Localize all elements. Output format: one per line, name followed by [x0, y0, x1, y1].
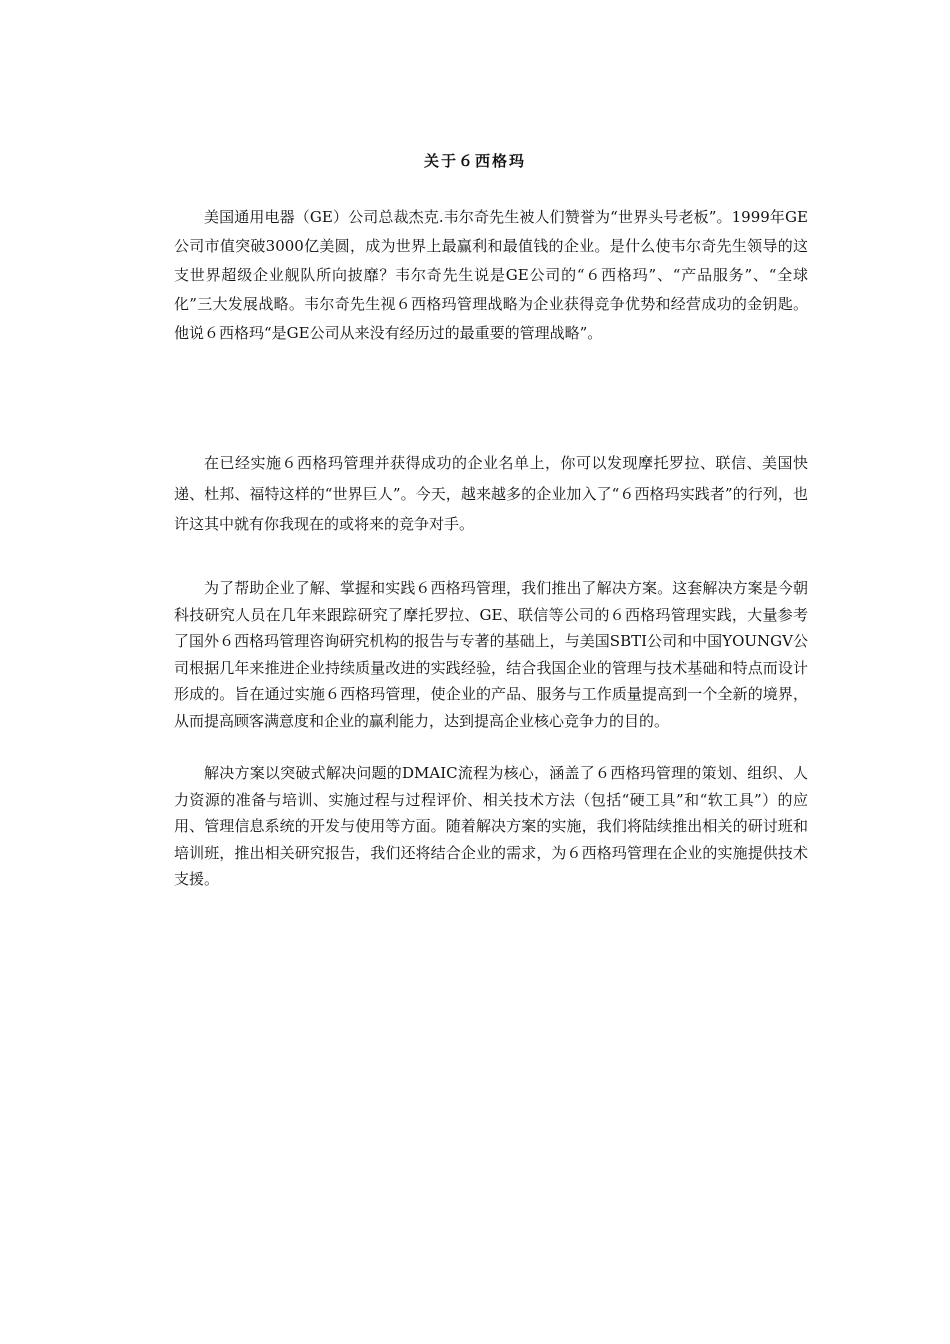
paragraph-successful-companies: 在已经实施６西格玛管理并获得成功的企业名单上，你可以发现摩托罗拉、联信、美国快递、杜邦、福特这样的“世界巨人”。今天，越来越多的企业加入了“６西格玛实践者”的行列，也许这其中就有你我现在的或将来的竞争对手。 [174, 454, 808, 533]
paragraph-ge-introduction: 美国通用电器（GE）公司总裁杰克.韦尔奇先生被人们赞誉为“世界头号老板”。1999年GE公司市值突破3000亿美圆，成为世界上最赢利和最值钱的企业。是什么使韦尔奇先生领导的这支世界超级企业舰队所向披靡？韦尔奇先生说是GE公司的“６西格玛”、“产品服务”、“全球化”三大发展战略。韦尔奇先生视６西格玛管理战略为企业获得竞争优势和经营成功的金钥匙。他说６西格玛“是GE公司从来没有经历过的最重要的管理战略”。 [174, 208, 808, 342]
document-title: 关于６西格玛 [423, 152, 526, 170]
paragraph-solution-overview: 为了帮助企业了解、掌握和实践６西格玛管理，我们推出了解决方案。这套解决方案是今朝科技研究人员在几年来跟踪研究了摩托罗拉、GE、联信等公司的６西格玛管理实践，大量参考了国外６西格玛管理咨询研究机构的报告与专著的基础上，与美国SBTI公司和中国YOUNGV公司根据几年来推进企业持续质量改进的实践经验，结合我国企业的管理与技术基础和特点而设计形成的。旨在通过实施６西格玛管理，使企业的产品、服务与工作质量提高到一个全新的境界，从而提高顾客满意度和企业的赢利能力，达到提高企业核心竞争力的目的。 [174, 579, 808, 730]
paragraph-solution-scope: 解决方案以突破式解决问题的DMAIC流程为核心，涵盖了６西格玛管理的策划、组织、人力资源的准备与培训、实施过程与过程评价、相关技术方法（包括“硬工具”和“软工具”）的应用、管理信息系统的开发与使用等方面。随着解决方案的实施，我们将陆续推出相关的研讨班和培训班，推出相关研究报告，我们还将结合企业的需求，为６西格玛管理在企业的实施提供技术支援。 [174, 764, 808, 888]
